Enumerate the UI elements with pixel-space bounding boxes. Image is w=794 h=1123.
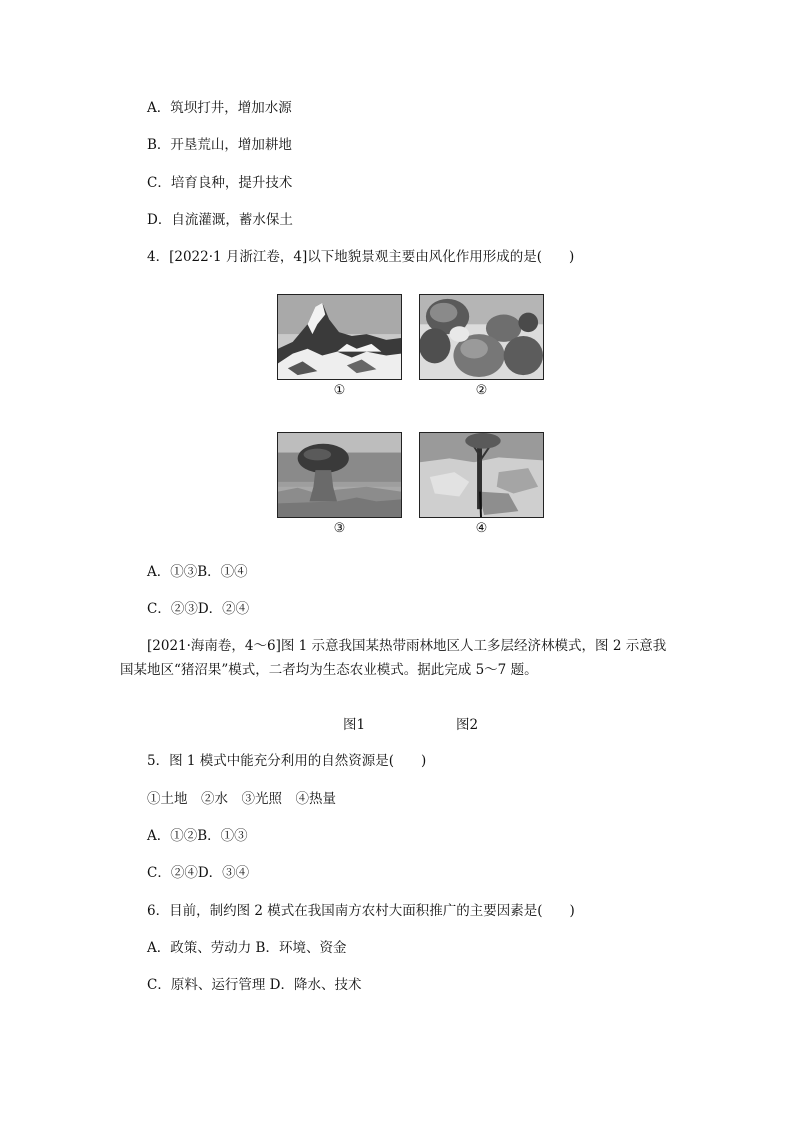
q3-option-d: D．自流灌溉，蓄水保土 — [147, 212, 293, 228]
passage-line-2: 国某地区“猪沼果”模式，二者均为生态农业模式。据此完成 5～7 题。 — [120, 662, 538, 678]
q5-stem: 5．图 1 模式中能充分利用的自然资源是( ) — [147, 753, 427, 769]
figure-2-caption: 图2 — [456, 717, 479, 733]
q5-option-ab: A．①②B．①③ — [147, 828, 248, 844]
q4-option-cd: C．②③D．②④ — [147, 601, 250, 617]
q5-option-cd: C．②④D．③④ — [147, 865, 250, 881]
photo-round-boulders — [419, 294, 544, 380]
photo-label-3: ③ — [333, 521, 346, 536]
q4-stem: 4．[2022·1 月浙江卷，4]以下地貌景观主要由风化作用形成的是( ) — [147, 249, 575, 265]
figure-1-caption: 图1 — [343, 717, 366, 733]
q3-option-b: B．开垦荒山，增加耕地 — [147, 137, 292, 153]
passage-line-1: [2021·海南卷，4～6]图 1 示意我国某热带雨林地区人工多层经济林模式，图 2 示意我 — [147, 638, 667, 654]
q3-option-a: A．筑坝打井，增加水源 — [147, 100, 292, 116]
q5-items: ①土地 ②水 ③光照 ④热量 — [147, 791, 336, 807]
q6-stem: 6．目前，制约图 2 模式在我国南方农村大面积推广的主要因素是( ) — [147, 903, 575, 919]
photo-label-2: ② — [475, 383, 488, 398]
photo-snowy-mountain — [277, 294, 402, 380]
q6-option-cd: C．原料、运行管理 D．降水、技术 — [147, 977, 362, 993]
photo-label-4: ④ — [475, 521, 488, 536]
photo-mushroom-rock — [277, 432, 402, 518]
q4-option-ab: A．①③B．①④ — [147, 564, 248, 580]
photo-tree-in-rock — [419, 432, 544, 518]
q3-option-c: C．培育良种，提升技术 — [147, 175, 293, 191]
q6-option-ab: A．政策、劳动力 B．环境、资金 — [147, 940, 347, 956]
photo-label-1: ① — [333, 383, 346, 398]
